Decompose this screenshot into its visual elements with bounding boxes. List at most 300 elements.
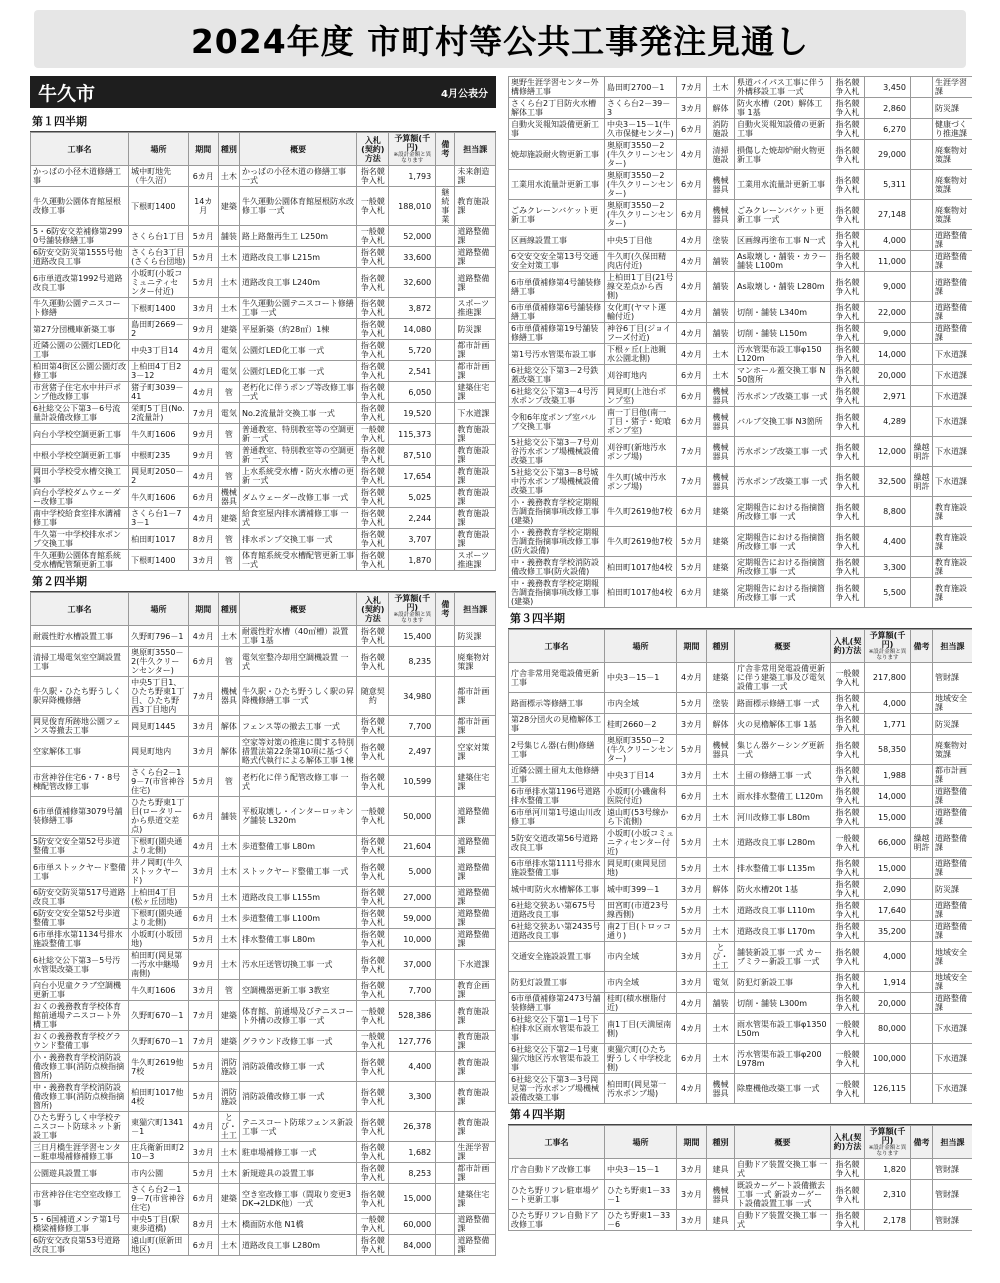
bid-method-cell: 指名競争入札 bbox=[357, 767, 389, 797]
project-name-cell: 6防安交防災第1555号他道路改良工事 bbox=[31, 247, 129, 268]
location-cell: 柏田町(岡見第一汚水中継場南側) bbox=[129, 950, 189, 980]
remarks-cell bbox=[436, 647, 455, 677]
bid-method-cell: 指名競争入札 bbox=[357, 929, 389, 950]
summary-cell: 消防設備改修工事 一式 bbox=[240, 1052, 357, 1082]
table-row bbox=[31, 487, 496, 508]
category-cell: 建築 bbox=[707, 497, 735, 527]
summary-cell: 防火水槽（20t）解体工事 1基 bbox=[735, 98, 831, 119]
remarks-cell bbox=[911, 1159, 933, 1180]
category-cell: 土木 bbox=[707, 765, 735, 786]
location-cell: 岡見町地内 bbox=[129, 737, 189, 767]
column-header: 概要 bbox=[735, 630, 831, 663]
column-header: 予算額(千円) ※設計金額と異なります bbox=[389, 593, 436, 626]
bid-method-cell: 指名競争入札 bbox=[357, 445, 389, 466]
location-cell: 庄兵衛新田町210－3 bbox=[129, 1142, 189, 1163]
remarks-cell bbox=[436, 382, 455, 403]
budget-cell: 34,980 bbox=[389, 677, 436, 716]
period-cell: 4カ月 bbox=[677, 1074, 707, 1104]
summary-cell: 汚水ポンプ改築工事 一式 bbox=[735, 437, 831, 467]
summary-cell: 歩道整備工事 L80m bbox=[240, 836, 357, 857]
budget-cell: 52,000 bbox=[389, 226, 436, 247]
column-header: 備考 bbox=[911, 630, 933, 663]
category-cell: 舗装 bbox=[707, 993, 735, 1014]
location-cell: 小坂町(小坂コミュニティセンター付近) bbox=[605, 828, 677, 858]
department-cell: 道路整備課 bbox=[933, 272, 973, 302]
table-row bbox=[509, 1159, 973, 1180]
bid-method-cell: 指名競争入札 bbox=[357, 626, 389, 647]
location-cell: ひたち野東1丁目(ロータリーから県道交差点) bbox=[129, 797, 189, 836]
department-cell: 道路整備課 bbox=[455, 929, 496, 950]
table-row bbox=[31, 550, 496, 571]
period-cell: 4カ月 bbox=[188, 340, 218, 361]
remarks-cell bbox=[436, 226, 455, 247]
column-header: 予算額(千円) ※設計金額と異なります bbox=[865, 1126, 911, 1159]
project-name-cell: 6市単排水第1111号排水施設整備工事 bbox=[509, 858, 605, 879]
bid-method-cell: 指名競争入札 bbox=[831, 807, 865, 828]
quarter-heading: 第４四半期 bbox=[508, 1104, 972, 1125]
budget-cell: 1,771 bbox=[865, 714, 911, 735]
project-name-cell: 岡田小学校受水槽交換工事 bbox=[31, 466, 129, 487]
bid-method-cell: 指名競争入札 bbox=[357, 887, 389, 908]
budget-cell: 3,300 bbox=[389, 1082, 436, 1112]
budget-cell: 3,300 bbox=[865, 557, 911, 578]
location-cell: 中央5丁目他 bbox=[605, 230, 677, 251]
location-cell: 中央3丁目14 bbox=[605, 765, 677, 786]
location-cell: 中央3－15－1(牛久市保健センター) bbox=[605, 119, 677, 140]
period-cell: 3カ月 bbox=[188, 980, 218, 1001]
project-name-cell: 清掃工場電気室空調設置工事 bbox=[31, 647, 129, 677]
right-column bbox=[508, 76, 972, 1278]
department-cell: 都市計画課 bbox=[455, 340, 496, 361]
category-cell: 塗装 bbox=[707, 230, 735, 251]
period-cell: 5カ月 bbox=[188, 247, 218, 268]
category-cell: 機械器具 bbox=[707, 1074, 735, 1104]
project-name-cell: 中根小学校空調更新工事 bbox=[31, 445, 129, 466]
category-cell: 土木 bbox=[218, 298, 239, 319]
location-cell: 女化町(ヤマト運輸付近) bbox=[605, 302, 677, 323]
department-cell: 道路整備課 bbox=[455, 797, 496, 836]
remarks-cell bbox=[436, 1184, 455, 1214]
project-name-cell: 防犯灯設置工事 bbox=[509, 972, 605, 993]
budget-cell: 15,000 bbox=[865, 807, 911, 828]
project-name-cell: 5防安交安全第52号歩道整備工事 bbox=[31, 836, 129, 857]
department-cell: 道路整備課 bbox=[933, 230, 973, 251]
department-cell: 都市計画課 bbox=[455, 716, 496, 737]
column-header: 期間 bbox=[677, 630, 707, 663]
department-cell: 廃棄物対策課 bbox=[455, 647, 496, 677]
category-cell: 建築 bbox=[707, 663, 735, 693]
period-cell: 3カ月 bbox=[188, 716, 218, 737]
category-cell: 建具 bbox=[707, 1210, 735, 1231]
bid-method-cell: 指名競争入札 bbox=[357, 908, 389, 929]
category-cell: 解体 bbox=[707, 879, 735, 900]
table-row bbox=[509, 786, 973, 807]
table-row bbox=[31, 887, 496, 908]
summary-cell: 牛久駅・ひたち野うしく駅の昇降機修繕工事 一式 bbox=[240, 677, 357, 716]
quarter-heading: 第２四半期 bbox=[30, 571, 496, 592]
column-header: 種別 bbox=[218, 133, 239, 166]
project-name-cell: 6社総交公下第3－6号流量計設備改修工事 bbox=[31, 403, 129, 424]
location-cell: 下根町1400 bbox=[129, 298, 189, 319]
budget-cell: 35,200 bbox=[865, 921, 911, 942]
budget-cell: 19,520 bbox=[389, 403, 436, 424]
summary-cell: グラウンド改修工事 一式 bbox=[240, 1031, 357, 1052]
project-name-cell: 空家解体工事 bbox=[31, 737, 129, 767]
budget-cell: 15,000 bbox=[389, 1184, 436, 1214]
table-row bbox=[31, 247, 496, 268]
budget-cell: 126,115 bbox=[865, 1074, 911, 1104]
department-cell: 教育企画課 bbox=[455, 980, 496, 1001]
table-row bbox=[31, 268, 496, 298]
project-name-cell: 5社総交公下第3－7号刈谷汚水ポンプ場機械設備改築工事 bbox=[509, 437, 605, 467]
budget-cell: 37,000 bbox=[389, 950, 436, 980]
table-row bbox=[31, 980, 496, 1001]
remarks-cell bbox=[911, 200, 933, 230]
location-cell: 牛久町1606 bbox=[129, 487, 189, 508]
remarks-cell bbox=[911, 302, 933, 323]
summary-cell: 火の見櫓解体工事 1基 bbox=[735, 714, 831, 735]
column-header: 工事名 bbox=[509, 1126, 605, 1159]
category-cell: 舗装 bbox=[707, 272, 735, 302]
budget-cell: 8,253 bbox=[389, 1163, 436, 1184]
summary-cell: 区画線再塗布工事 N一式 bbox=[735, 230, 831, 251]
category-cell: 土木 bbox=[707, 828, 735, 858]
remarks-cell bbox=[436, 487, 455, 508]
category-cell: 電気 bbox=[707, 972, 735, 993]
table-row bbox=[509, 437, 973, 467]
category-cell: 機械器具 bbox=[707, 437, 735, 467]
budget-cell: 84,000 bbox=[389, 1235, 436, 1256]
remarks-cell bbox=[911, 407, 933, 437]
summary-cell: 防犯灯新設工事 bbox=[735, 972, 831, 993]
summary-cell: 公園灯LED化工事 一式 bbox=[240, 340, 357, 361]
department-cell: 教育施設課 bbox=[455, 466, 496, 487]
department-cell: 管財課 bbox=[933, 1180, 973, 1210]
period-cell: 4カ月 bbox=[188, 361, 218, 382]
bid-method-cell: 指名競争入札 bbox=[831, 251, 865, 272]
table-row bbox=[509, 230, 973, 251]
column-header: 入札(契約)方法 bbox=[357, 133, 389, 166]
project-name-cell: 6社総交公下第3－2号鉄蓋改築工事 bbox=[509, 365, 605, 386]
budget-cell: 4,400 bbox=[389, 1052, 436, 1082]
budget-cell: 7,700 bbox=[389, 980, 436, 1001]
department-cell: 道路整備課 bbox=[455, 226, 496, 247]
table-row bbox=[31, 1031, 496, 1052]
project-table bbox=[30, 592, 496, 1256]
location-cell: 中央3丁目14 bbox=[129, 340, 189, 361]
summary-cell: 耐震性貯水槽（40㎥槽）設置工事 1基 bbox=[240, 626, 357, 647]
budget-note: ※設計金額と異なります bbox=[868, 649, 907, 661]
location-cell: 中央3－15－1 bbox=[605, 663, 677, 693]
table-row bbox=[31, 166, 496, 187]
location-cell: 久野町670－1 bbox=[129, 1001, 189, 1031]
remarks-cell bbox=[911, 1044, 933, 1074]
summary-cell: 歩道整備工事 L100m bbox=[240, 908, 357, 929]
department-cell: スポーツ推進課 bbox=[455, 298, 496, 319]
budget-cell: 4,000 bbox=[865, 693, 911, 714]
department-cell: 未来創造課 bbox=[455, 166, 496, 187]
location-cell: 中央5丁目(駅東歩道橋) bbox=[129, 1214, 189, 1235]
period-cell: 7カ月 bbox=[188, 677, 218, 716]
column-header: 概要 bbox=[735, 1126, 831, 1159]
summary-cell: 県道バイパス工事に伴う外構移設工事 一式 bbox=[735, 77, 831, 98]
remarks-cell bbox=[911, 497, 933, 527]
budget-cell: 10,599 bbox=[389, 767, 436, 797]
project-name-cell: 区画線設置工事 bbox=[509, 230, 605, 251]
category-cell: 土木 bbox=[707, 786, 735, 807]
column-header: 種別 bbox=[218, 593, 239, 626]
remarks-cell bbox=[911, 344, 933, 365]
summary-cell: 牛久運動公園テニスコート修繕工事 一式 bbox=[240, 298, 357, 319]
table-row bbox=[31, 626, 496, 647]
bid-method-cell: 指名競争入札 bbox=[357, 166, 389, 187]
category-cell: 土木 bbox=[707, 344, 735, 365]
table-row bbox=[31, 340, 496, 361]
bid-method-cell: 一般競争入札 bbox=[357, 1001, 389, 1031]
remarks-cell bbox=[436, 1082, 455, 1112]
remarks-cell: 継続事業 bbox=[436, 187, 455, 226]
period-cell: 6カ月 bbox=[188, 487, 218, 508]
project-name-cell: 6社総交公下第3－4号汚水ポンプ改築工事 bbox=[509, 386, 605, 407]
location-cell: 奥原町3550－2(牛久クリーンセンター) bbox=[605, 200, 677, 230]
table-row bbox=[509, 578, 973, 608]
summary-cell: 汚水管渠布設工事φ200 L978m bbox=[735, 1044, 831, 1074]
budget-cell: 528,386 bbox=[389, 1001, 436, 1031]
period-cell: 4カ月 bbox=[677, 302, 707, 323]
table-body bbox=[31, 626, 496, 1256]
table-row bbox=[31, 424, 496, 445]
table-row bbox=[509, 251, 973, 272]
budget-cell: 5,025 bbox=[389, 487, 436, 508]
budget-cell: 4,400 bbox=[865, 527, 911, 557]
category-cell: 土木 bbox=[218, 1235, 239, 1256]
summary-cell: 新規遊具の設置工事 bbox=[240, 1163, 357, 1184]
project-name-cell: 6市単河川第1号遠山川改修工事 bbox=[509, 807, 605, 828]
table-row bbox=[31, 677, 496, 716]
budget-cell: 15,000 bbox=[865, 858, 911, 879]
budget-cell: 21,604 bbox=[389, 836, 436, 857]
period-cell: 6カ月 bbox=[677, 786, 707, 807]
location-cell: 小坂町(小磯歯科医院付近) bbox=[605, 786, 677, 807]
summary-cell: 定期報告における指摘箇所改修工事 一式 bbox=[735, 578, 831, 608]
table-row bbox=[509, 467, 973, 497]
summary-cell: 体育館、前通場及びテニスコート外構の改修工事 一式 bbox=[240, 1001, 357, 1031]
bid-method-cell: 指名競争入札 bbox=[831, 786, 865, 807]
table-body bbox=[509, 1159, 973, 1231]
table-row bbox=[509, 879, 973, 900]
budget-cell: 5,720 bbox=[389, 340, 436, 361]
table-row bbox=[509, 386, 973, 407]
city-name: 牛久市 bbox=[38, 82, 96, 105]
location-cell: 猪子町3039－41 bbox=[129, 382, 189, 403]
column-header: 担当課 bbox=[933, 630, 973, 663]
period-cell: 4カ月 bbox=[677, 323, 707, 344]
remarks-cell: 繰越明許 bbox=[911, 437, 933, 467]
budget-note: ※設計金額と異なります bbox=[393, 152, 432, 164]
bid-method-cell: 指名競争入札 bbox=[357, 487, 389, 508]
period-cell: 5カ月 bbox=[188, 1052, 218, 1082]
period-cell: 9カ月 bbox=[188, 445, 218, 466]
bid-method-cell: 指名競争入札 bbox=[831, 230, 865, 251]
department-cell: 教育施設課 bbox=[455, 445, 496, 466]
table-row bbox=[31, 226, 496, 247]
summary-cell: 切削・舗装 L300m bbox=[735, 993, 831, 1014]
budget-cell: 2,497 bbox=[389, 737, 436, 767]
project-name-cell: 第1号汚水管渠布設工事 bbox=[509, 344, 605, 365]
remarks-cell bbox=[911, 786, 933, 807]
table-row bbox=[31, 529, 496, 550]
project-name-cell: 中・義務教育学校定期報告調査指摘事項改修工事(建築) bbox=[509, 578, 605, 608]
bid-method-cell: 指名競争入札 bbox=[831, 140, 865, 170]
budget-cell: 14,000 bbox=[865, 344, 911, 365]
project-name-cell: 奥野生涯学習センター外構修繕工事 bbox=[509, 77, 605, 98]
remarks-cell bbox=[436, 836, 455, 857]
summary-cell: 集じん器ケーシング更新一式 bbox=[735, 735, 831, 765]
category-cell: 建築 bbox=[707, 557, 735, 578]
summary-cell: 上水系統受水槽・防火水槽の更新 一式 bbox=[240, 466, 357, 487]
column-header: 場所 bbox=[129, 133, 189, 166]
location-cell: 上柏田4丁目(松ヶ丘団地) bbox=[129, 887, 189, 908]
bid-method-cell: 指名競争入札 bbox=[357, 382, 389, 403]
summary-cell: 雨水排水整備工 L120m bbox=[735, 786, 831, 807]
summary-cell: かっぱの小径木道の修繕工事 一式 bbox=[240, 166, 357, 187]
category-cell: 建築 bbox=[707, 527, 735, 557]
department-cell: 教育施設課 bbox=[455, 1082, 496, 1112]
bid-method-cell: 指名競争入札 bbox=[831, 735, 865, 765]
remarks-cell bbox=[436, 319, 455, 340]
remarks-cell bbox=[911, 251, 933, 272]
period-cell: 14カ月 bbox=[188, 187, 218, 226]
remarks-cell bbox=[911, 942, 933, 972]
project-name-cell: 路面標示等修繕工事 bbox=[509, 693, 605, 714]
table-row bbox=[31, 908, 496, 929]
remarks-cell bbox=[436, 550, 455, 571]
location-cell: 奥原町3550－2(牛久クリーンセンター) bbox=[129, 647, 189, 677]
period-cell: 5カ月 bbox=[188, 887, 218, 908]
summary-cell: 汚水ポンプ改築工事 一式 bbox=[735, 467, 831, 497]
left-column bbox=[30, 76, 496, 1278]
column-header: 工事名 bbox=[31, 133, 129, 166]
period-cell: 4カ月 bbox=[677, 993, 707, 1014]
period-cell: 3カ月 bbox=[188, 550, 218, 571]
remarks-cell bbox=[436, 1031, 455, 1052]
bid-method-cell: 指名競争入札 bbox=[357, 361, 389, 382]
location-cell: 桂町2660－2 bbox=[605, 714, 677, 735]
summary-cell: 河川改修工事 L80m bbox=[735, 807, 831, 828]
column-header: 予算額(千円) ※設計金額と異なります bbox=[865, 630, 911, 663]
period-cell: 3カ月 bbox=[188, 857, 218, 887]
period-cell: 3カ月 bbox=[188, 737, 218, 767]
column-header: 担当課 bbox=[933, 1126, 973, 1159]
table-row bbox=[31, 298, 496, 319]
table-row bbox=[509, 663, 973, 693]
department-cell: 道路整備課 bbox=[933, 858, 973, 879]
location-cell: 島田町2700－1 bbox=[605, 77, 677, 98]
project-name-cell: 6防安交防災第517号道路改良工事 bbox=[31, 887, 129, 908]
bid-method-cell: 指名競争入札 bbox=[357, 1082, 389, 1112]
budget-cell: 2,090 bbox=[865, 879, 911, 900]
budget-cell: 1,793 bbox=[389, 166, 436, 187]
project-name-cell: かっぱの小径木道修繕工事 bbox=[31, 166, 129, 187]
table-row bbox=[31, 929, 496, 950]
department-cell: 下水道課 bbox=[455, 403, 496, 424]
column-header: 場所 bbox=[605, 630, 677, 663]
budget-cell: 66,000 bbox=[865, 828, 911, 858]
remarks-cell bbox=[436, 797, 455, 836]
bid-method-cell: 指名競争入札 bbox=[831, 942, 865, 972]
period-cell: 3カ月 bbox=[677, 714, 707, 735]
budget-cell: 7,700 bbox=[389, 716, 436, 737]
table-row bbox=[509, 527, 973, 557]
project-name-cell: 中・義務教育学校消防設備改修工事(消防点検指摘箇所) bbox=[31, 1082, 129, 1112]
project-name-cell: 6社総交公下第3－5号汚水管渠改築工事 bbox=[31, 950, 129, 980]
budget-cell: 1,870 bbox=[389, 550, 436, 571]
department-cell: 地域安全課 bbox=[933, 942, 973, 972]
project-name-cell: 向台小学校ダムウェーダー改修工事 bbox=[31, 487, 129, 508]
category-cell: 土木 bbox=[707, 807, 735, 828]
department-cell: 下水道課 bbox=[933, 1044, 973, 1074]
department-cell: スポーツ推進課 bbox=[455, 550, 496, 571]
table-row bbox=[509, 765, 973, 786]
table-row bbox=[31, 1184, 496, 1214]
department-cell: 道路整備課 bbox=[455, 887, 496, 908]
bid-method-cell: 指名競争入札 bbox=[357, 268, 389, 298]
project-name-cell: 6市単排水第1196号道路排水整備工事 bbox=[509, 786, 605, 807]
summary-cell: 老朽化に伴うポンプ等改修工事 一式 bbox=[240, 382, 357, 403]
category-cell: 土木 bbox=[218, 836, 239, 857]
bid-method-cell: 一般競争入札 bbox=[831, 1014, 865, 1044]
period-cell: 6カ月 bbox=[677, 170, 707, 200]
project-name-cell: 岡見俊育所跡地公園フェンス等撤去工事 bbox=[31, 716, 129, 737]
location-cell: 市内全域 bbox=[605, 942, 677, 972]
project-name-cell: 5防安交道改第56号道路改良工事 bbox=[509, 828, 605, 858]
table-row bbox=[509, 1180, 973, 1210]
bid-method-cell: 指名競争入札 bbox=[831, 77, 865, 98]
department-cell: 防災課 bbox=[933, 714, 973, 735]
department-cell: 生涯学習課 bbox=[455, 1142, 496, 1163]
period-cell: 6カ月 bbox=[677, 497, 707, 527]
period-cell: 4カ月 bbox=[677, 230, 707, 251]
remarks-cell bbox=[436, 1142, 455, 1163]
bid-method-cell: 指名競争入札 bbox=[831, 200, 865, 230]
table-row bbox=[509, 1044, 973, 1074]
project-name-cell: 牛久第一中学校排水ポンプ交換工事 bbox=[31, 529, 129, 550]
header-row bbox=[31, 593, 496, 626]
period-cell: 4カ月 bbox=[188, 466, 218, 487]
summary-cell: 汚水管渠布設工事φ150 L120m bbox=[735, 344, 831, 365]
category-cell: 建築 bbox=[218, 319, 239, 340]
remarks-cell bbox=[436, 1001, 455, 1031]
category-cell: 機械器具 bbox=[707, 386, 735, 407]
project-name-cell: 第28分団火の見櫓解体工事 bbox=[509, 714, 605, 735]
location-cell: 牛久町(城中汚水ポンプ場) bbox=[605, 467, 677, 497]
budget-cell: 8,235 bbox=[389, 647, 436, 677]
department-cell: 健康づくり推進課 bbox=[933, 119, 973, 140]
budget-cell: 115,373 bbox=[389, 424, 436, 445]
project-table bbox=[508, 629, 972, 1104]
department-cell: 道路整備課 bbox=[455, 1214, 496, 1235]
bid-method-cell: 指名競争入札 bbox=[831, 993, 865, 1014]
category-cell: 土木 bbox=[707, 1014, 735, 1044]
budget-cell: 6,270 bbox=[865, 119, 911, 140]
budget-cell: 20,000 bbox=[865, 365, 911, 386]
location-cell: 奥原町3550－2(牛久クリーンセンター) bbox=[605, 140, 677, 170]
department-cell: 道路整備課 bbox=[933, 302, 973, 323]
table-row bbox=[509, 858, 973, 879]
period-cell: 5カ月 bbox=[677, 693, 707, 714]
budget-cell: 58,350 bbox=[865, 735, 911, 765]
location-cell: 下根町1400 bbox=[129, 187, 189, 226]
